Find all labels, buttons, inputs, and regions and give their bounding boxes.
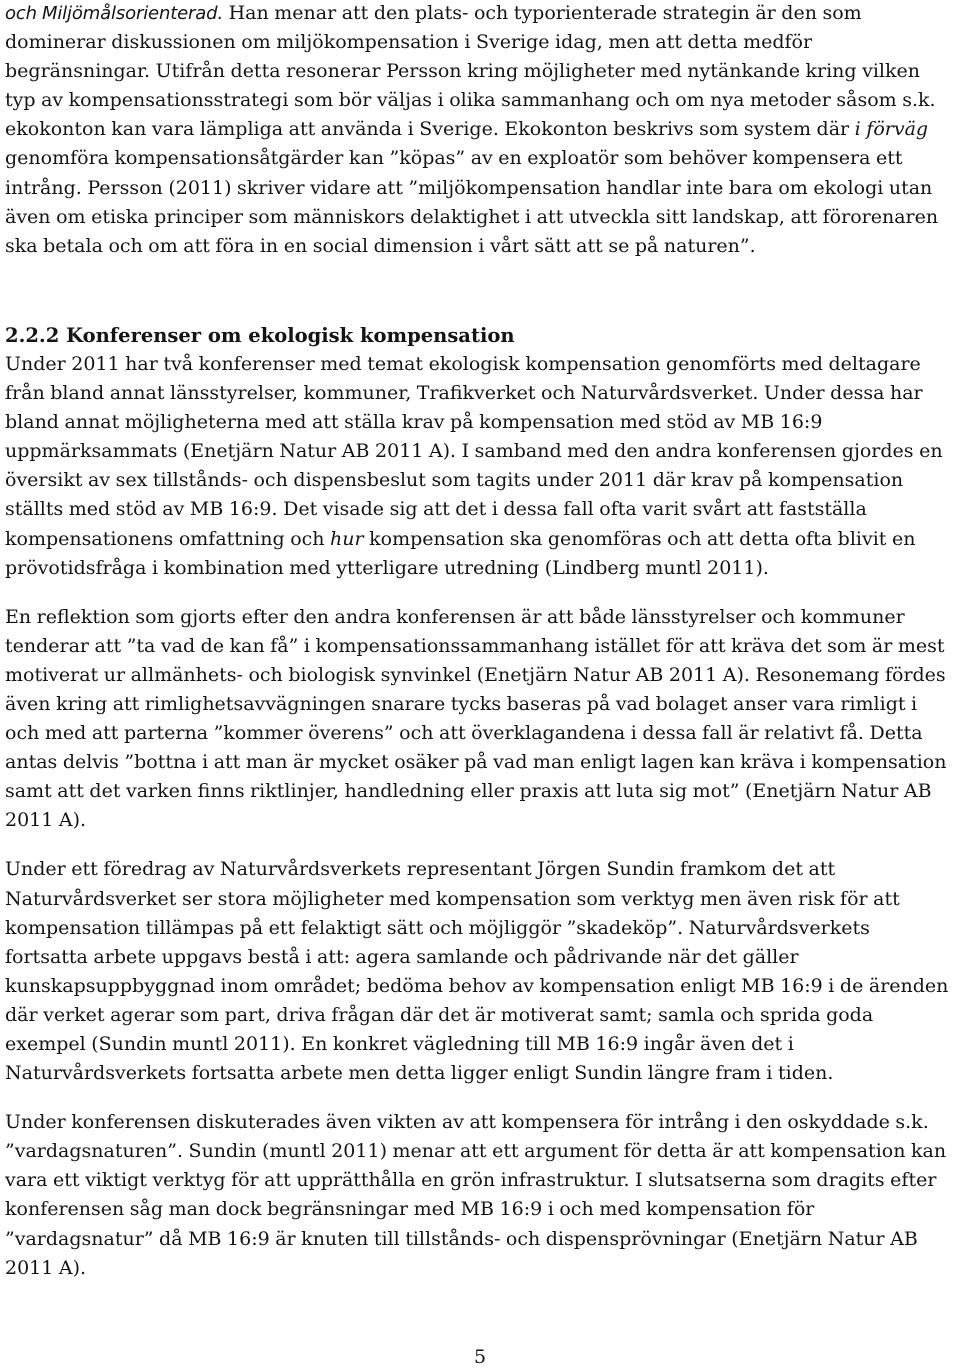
section-heading: 2.2.2 Konferenser om ekologisk kompensation: [5, 323, 515, 347]
paragraph-1-italic: hur: [330, 527, 364, 550]
intro-text-3: Persson (2011) skriver vidare att ”miljökompensation handlar inte bara om ekologi utan även om etiska principer som människors delaktighet i att utveckla sitt landskap, att förorenaren ska betala och om att föra in en social dimension i vårt sätt att se på naturen”.: [5, 176, 939, 257]
paragraph-spacer: [5, 835, 953, 855]
section-paragraph-3: Under ett föredrag av Naturvårdsverkets representant Jörgen Sundin framkom det att Naturvårdsverket ser stora möjligheter med kompensation som verktyg men även risk för att kompensation tillämpas på ett felaktigt sätt och möjliggör ”skadeköp”. Naturvårdsverkets fortsatta arbete uppgavs bestå i att: agera samlande och pådrivande när det gäller kunskapsuppbyggnad inom området; bedöma behov av kompensation enligt MB 16:9 i de ärenden där verket agerar som part, driva frågan där det är motiverat samt; samla och sprida goda exempel (Sundin muntl 2011). En konkret vägledning till MB 16:9 ingår även det i Naturvårdsverkets fortsatta arbete men detta ligger enligt Sundin längre fram i tiden.: [5, 858, 949, 1085]
section-paragraph-1: [5, 350, 953, 583]
intro-paragraph: [5, 0, 953, 261]
intro-italic-lead: och Miljömålsorienterad.: [5, 3, 224, 24]
intro-text-1: Han menar att den plats- och typorienterade strategin är den som dominerar diskussionen om miljökompensation i Sverige idag, men att detta medför begränsningar. Utifrån detta resonerar Persson kring möjligheter med nytänkande kring vilken typ av kompensationsstrategi som bör väljas i olika sammanhang och om nya metoder såsom s.k. ekokonton kan vara lämpliga att använda i Sverige. Ekokonton beskrivs som system där: [5, 2, 936, 141]
paragraph-1-text-b: kompensation ska genomföras och att detta ofta blivit en prövotidsfråga i kombination med ytterligare utredning (Lindberg muntl 2011).: [5, 527, 916, 579]
paragraph-spacer: [5, 1088, 953, 1108]
section-paragraph-2: En reflektion som gjorts efter den andra konferensen är att både länsstyrelser och kommuner tenderar att ”ta vad de kan få” i kompensationssammanhang istället för att kräva det som är mest motiverat ur allmänhets- och biologisk synvinkel (Enetjärn Natur AB 2011 A). Resonemang fördes även kring att rimlighetsavvägningen snarare tycks baseras på vad bolaget anser vara rimligt i och med att parterna ”kommer överens” och att överklagandena i dessa fall är relativt få. Detta antas delvis ”bottna i att man är mycket osäker på vad man enligt lagen kan kräva i kompensation samt att det varken finns riktlinjer, handledning eller praxis att luta sig mot” (Enetjärn Natur AB 2011 A).: [5, 605, 947, 832]
intro-italic-phrase: i förväg: [854, 118, 929, 141]
page-number: 5: [473, 1346, 487, 1368]
document-page: [5, 0, 953, 1283]
paragraph-spacer: [5, 583, 953, 603]
section-spacer: [5, 261, 953, 321]
paragraph-1-text-a: Under 2011 har två konferenser med temat ekologisk kompensation genomförts med deltagare från bland annat länsstyrelser, kommuner, Trafikverket och Naturvårdsverket. Under dessa har bland annat möjligheterna med att ställa krav på kompensation med stöd av MB 16:9 uppmärksammats (Enetjärn Natur AB 2011 A). I samband med den andra konferensen gjordes en översikt av sex tillstånds- och dispensbeslut som tagits under 2011 där krav på kompensation ställts med stöd av MB 16:9. Det visade sig att det i dessa fall ofta varit svårt att fastställa kompensationens omfattning och: [5, 352, 943, 550]
section-paragraph-4: Under konferensen diskuterades även vikten av att kompensera för intrång i den oskyddade s.k. ”vardagsnaturen”. Sundin (muntl 2011) menar att ett argument för detta är att kompensation kan vara ett viktigt verktyg för att upprätthålla en grön infrastruktur. I slutsatserna som dragits efter konferensen såg man dock begränsningar med MB 16:9 i och med kompensation för ”vardagsnatur” då MB 16:9 är knuten till tillstånds- och dispensprövningar (Enetjärn Natur AB 2011 A).: [5, 1111, 947, 1279]
intro-text-2: genomföra kompensationsåtgärder kan ”köpas” av en exploatör som behöver kompensera ett intrång.: [5, 147, 903, 199]
